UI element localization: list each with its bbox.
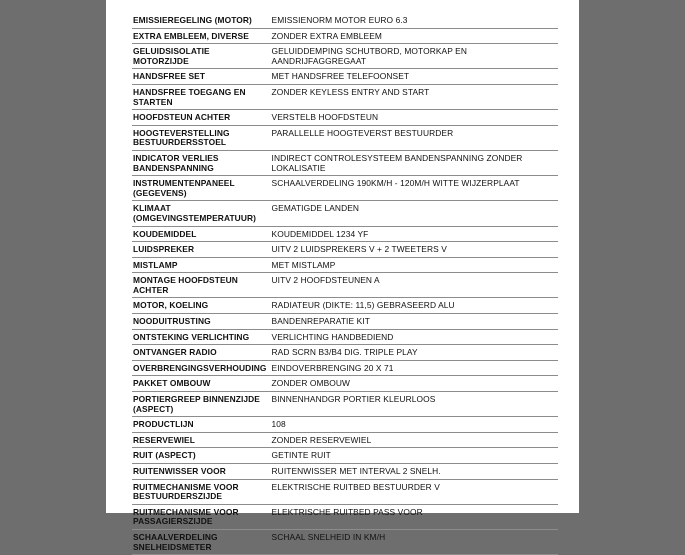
spec-row (132, 479, 558, 504)
spec-label: HANDSFREE TOEGANG EN STARTEN (132, 84, 269, 109)
spec-value: GELUIDDEMPING SCHUTBORD, MOTORKAP EN AANDRIJFAGGREGAAT (269, 44, 558, 69)
spec-value: UITV 2 LUIDSPREKERS V + 2 TWEETERS V (269, 242, 558, 258)
spec-row (132, 448, 558, 464)
spec-row (132, 44, 558, 69)
spec-value: VERLICHTING HANDBEDIEND (269, 329, 558, 345)
spec-row (132, 417, 558, 433)
spec-row (132, 201, 558, 226)
spec-value: GEMATIGDE LANDEN (269, 201, 558, 226)
spec-value: ZONDER OMBOUW (269, 376, 558, 392)
spec-label: ONTSTEKING VERLICHTING (132, 329, 269, 345)
spec-row (132, 376, 558, 392)
spec-value: RAD SCRN B3/B4 DIG. TRIPLE PLAY (269, 345, 558, 361)
spec-table (132, 13, 558, 555)
spec-row (132, 360, 558, 376)
spec-row (132, 150, 558, 175)
spec-label: KOUDEMIDDEL (132, 226, 269, 242)
spec-label: EXTRA EMBLEEM, DIVERSE (132, 28, 269, 44)
spec-label: RESERVEWIEL (132, 432, 269, 448)
spec-row (132, 529, 558, 554)
spec-row (132, 13, 558, 28)
spec-label: PRODUCTLIJN (132, 417, 269, 433)
spec-value: ELEKTRISCHE RUITBED BESTUURDER V (269, 479, 558, 504)
spec-row (132, 242, 558, 258)
spec-row (132, 84, 558, 109)
spec-label: MOTOR, KOELING (132, 298, 269, 314)
spec-row (132, 329, 558, 345)
spec-label: KLIMAAT (OMGEVINGSTEMPERATUUR) (132, 201, 269, 226)
spec-row (132, 392, 558, 417)
spec-value: SCHAAL SNELHEID IN KM/H (269, 529, 558, 554)
spec-label: RUIT (ASPECT) (132, 448, 269, 464)
spec-value: SCHAALVERDELING 190KM/H - 120M/H WITTE WIJZERPLAAT (269, 176, 558, 201)
spec-row (132, 257, 558, 273)
spec-label: NOODUITRUSTING (132, 314, 269, 330)
spec-label: GELUIDSISOLATIE MOTORZIJDE (132, 44, 269, 69)
spec-label: INSTRUMENTENPANEEL (GEGEVENS) (132, 176, 269, 201)
spec-label: INDICATOR VERLIES BANDENSPANNING (132, 150, 269, 175)
spec-value: RADIATEUR (DIKTE: 11,5) GEBRASEERD ALU (269, 298, 558, 314)
spec-label: MISTLAMP (132, 257, 269, 273)
spec-row (132, 345, 558, 361)
spec-value: MET HANDSFREE TELEFOONSET (269, 69, 558, 85)
spec-value: PARALLELLE HOOGTEVERST BESTUURDER (269, 125, 558, 150)
spec-value: BINNENHANDGR PORTIER KLEURLOOS (269, 392, 558, 417)
spec-row (132, 176, 558, 201)
document-page (106, 0, 579, 552)
spec-row (132, 273, 558, 298)
spec-label: RUITMECHANISME VOOR BESTUURDERSZIJDE (132, 479, 269, 504)
spec-value: UITV 2 HOOFDSTEUNEN A (269, 273, 558, 298)
spec-label: MONTAGE HOOFDSTEUN ACHTER (132, 273, 269, 298)
spec-row (132, 125, 558, 150)
spec-label: SCHAALVERDELING SNELHEIDSMETER (132, 529, 269, 554)
spec-value: MET MISTLAMP (269, 257, 558, 273)
spec-value: KOUDEMIDDEL 1234 YF (269, 226, 558, 242)
spec-value: VERSTELB HOOFDSTEUN (269, 110, 558, 126)
spec-label: HANDSFREE SET (132, 69, 269, 85)
spec-value: ZONDER EXTRA EMBLEEM (269, 28, 558, 44)
spec-label: OVERBRENGINGSVERHOUDING (132, 360, 269, 376)
spec-label: PORTIERGREEP BINNENZIJDE (ASPECT) (132, 392, 269, 417)
spec-row (132, 432, 558, 448)
spec-label: HOOFDSTEUN ACHTER (132, 110, 269, 126)
spec-row (132, 504, 558, 529)
spec-row (132, 314, 558, 330)
spec-value: BANDENREPARATIE KIT (269, 314, 558, 330)
spec-label: EMISSIEREGELING (MOTOR) (132, 13, 269, 28)
spec-value: EMISSIENORM MOTOR EURO 6.3 (269, 13, 558, 28)
spec-row (132, 226, 558, 242)
spec-value: ZONDER RESERVEWIEL (269, 432, 558, 448)
spec-table-body (132, 13, 558, 555)
spec-value: INDIRECT CONTROLESYSTEEM BANDENSPANNING ZONDER LOKALISATIE (269, 150, 558, 175)
spec-row (132, 110, 558, 126)
spec-label: LUIDSPREKER (132, 242, 269, 258)
spec-label: RUITMECHANISME VOOR PASSAGIERSZIJDE (132, 504, 269, 529)
spec-row (132, 298, 558, 314)
spec-row (132, 464, 558, 480)
spec-label: HOOGTEVERSTELLING BESTUURDERSSTOEL (132, 125, 269, 150)
spec-value: RUITENWISSER MET INTERVAL 2 SNELH. (269, 464, 558, 480)
spec-value: 108 (269, 417, 558, 433)
spec-label: ONTVANGER RADIO (132, 345, 269, 361)
spec-row (132, 28, 558, 44)
spec-value: ELEKTRISCHE RUITBED PASS VOOR (269, 504, 558, 529)
spec-label: RUITENWISSER VOOR (132, 464, 269, 480)
spec-value: GETINTE RUIT (269, 448, 558, 464)
spec-label: PAKKET OMBOUW (132, 376, 269, 392)
spec-row (132, 69, 558, 85)
spec-value: EINDOVERBRENGING 20 X 71 (269, 360, 558, 376)
spec-value: ZONDER KEYLESS ENTRY AND START (269, 84, 558, 109)
